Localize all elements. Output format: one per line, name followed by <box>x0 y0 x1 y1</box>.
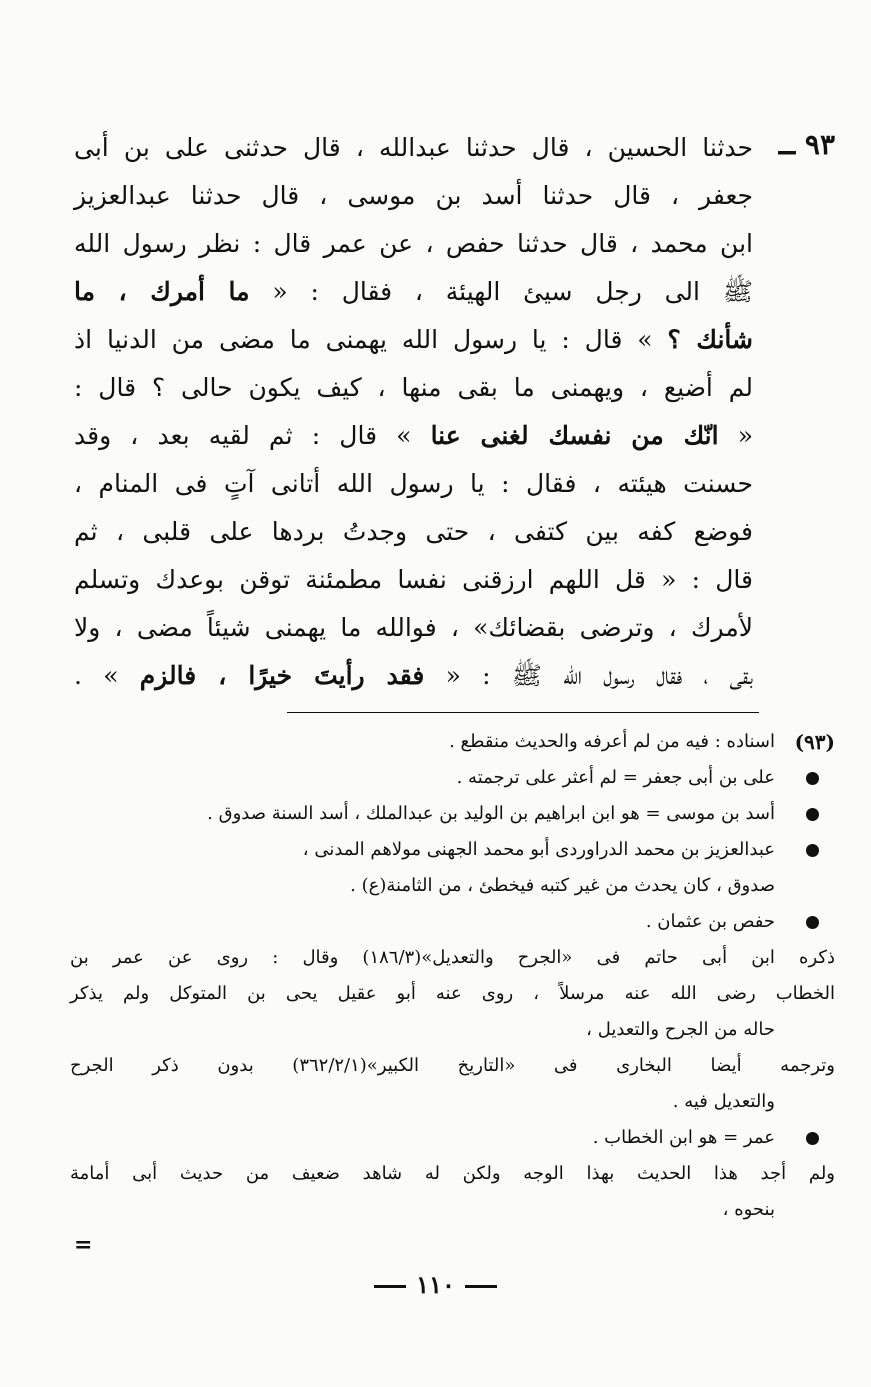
text-segment: حدثنا الحسين ، قال حدثنا عبدالله ، قال حدثنى على بن أبى <box>74 133 753 162</box>
text-segment: بقى ، فقال رسول الله ﷺ : « <box>424 661 753 690</box>
text-segment: « <box>718 421 753 450</box>
text-segment: ابن محمد ، قال حدثنا حفص ، عن عمر قال : نظر رسول الله <box>74 229 753 258</box>
bold-segment: ما أمرك ، ما <box>74 277 250 306</box>
footnote-text: صدوق ، كان يحدث من غير كتبه فيخطئ ، من الثامنة(ع) . <box>350 875 775 896</box>
footnote-text: اسناده : فيه من لم أعرفه والحديث منقطع . <box>449 731 775 752</box>
hadith-text <box>74 124 753 700</box>
footnote-text: عمر = هو ابن الخطاب . <box>592 1127 775 1148</box>
footnote-row <box>70 940 835 976</box>
bullet-icon <box>806 1132 819 1145</box>
footnote-text: عبدالعزيز بن محمد الدراوردى أبو محمد الجهنى مولاهم المدنى ، <box>302 839 775 860</box>
footnote-row <box>70 796 835 832</box>
text-segment: » . <box>74 661 140 690</box>
footnote-row <box>70 832 835 868</box>
footnote-text: أسد بن موسى = هو ابن ابراهيم بن الوليد بن عبدالملك ، أسد السنة صدوق . <box>207 803 775 824</box>
footnote-row <box>70 868 835 904</box>
page-number-text: ١١٠ <box>416 1270 455 1299</box>
footnote-row <box>70 1012 835 1048</box>
page-number <box>0 1270 871 1299</box>
footnote-text: بنحوه ، <box>722 1199 775 1220</box>
footnote-number: (٩٣) <box>794 730 835 754</box>
hadith-line <box>74 412 753 460</box>
hadith-line <box>74 316 753 364</box>
footnote-text: وترجمه أيضا البخارى فى «التاريخ الكبير»(٣٦٢/٢/١) بدون ذكر الجرح <box>70 1055 835 1076</box>
bullet-icon <box>806 772 819 785</box>
hadith-line <box>74 556 753 604</box>
text-segment: قال : « قل اللهم ارزقنى نفسا مطمئنة توقن بوعدك وتسلم <box>74 565 753 594</box>
hadith-line <box>74 268 753 316</box>
text-segment: » قال : يا رسول الله يهمنى ما مضى من الدنيا اذ <box>74 325 668 354</box>
hadith-line <box>74 220 753 268</box>
hadith-line <box>74 652 753 700</box>
hadith-line <box>74 172 753 220</box>
hadith-line <box>74 364 753 412</box>
hadith-number: ٩٣ ــ <box>778 128 835 161</box>
dash-left <box>465 1285 497 1288</box>
bold-segment: انّك من نفسك لغنى عنا <box>430 421 719 450</box>
bullet-icon <box>806 844 819 857</box>
footnote-text: ذكره ابن أبى حاتم فى «الجرح والتعديل»(١٨٦/٣) وقال : روى عن عمر بن <box>70 947 835 968</box>
footnote-row <box>70 1048 835 1084</box>
footnote-text: حفص بن عثمان . <box>645 911 775 932</box>
text-segment: لأمرك ، وترضى بقضائك» ، فوالله ما يهمنى شيئاً مضى ، ولا <box>74 613 753 642</box>
bullet-icon <box>806 808 819 821</box>
footnote-text: على بن أبى جعفر = لم أعثر على ترجمته . <box>456 767 775 788</box>
continuation-mark: = <box>74 1232 93 1258</box>
bold-segment: فقد رأيتَ خيرًا ، فالزم <box>139 661 425 690</box>
dash-right <box>374 1285 406 1288</box>
footnote-text: حاله من الجرح والتعديل ، <box>586 1019 775 1040</box>
text-segment: لم أضيع ، ويهمنى ما بقى منها ، كيف يكون حالى ؟ قال : <box>74 373 753 402</box>
text-segment: فوضع كفه بين كتفى ، حتى وجدتُ بردها على قلبى ، ثم <box>74 517 753 546</box>
text-segment: حسنت هيئته ، فقال : يا رسول الله أتانى آتٍ فى المنام ، <box>74 469 753 498</box>
hadith-line <box>74 508 753 556</box>
hadith-line <box>74 460 753 508</box>
footnote-row <box>70 724 835 760</box>
hadith-line <box>74 124 753 172</box>
text-segment: جعفر ، قال حدثنا أسد بن موسى ، قال حدثنا عبدالعزيز <box>74 181 753 210</box>
footnote-separator <box>287 712 759 713</box>
text-segment: ﷺ الى رجل سيئ الهيئة ، فقال : « <box>249 277 754 306</box>
bold-segment: شأنك ؟ <box>667 325 753 354</box>
footnote-row <box>70 760 835 796</box>
footnote-text: الخطاب رضى الله عنه مرسلاً ، روى عنه أبو عقيل يحى بن المتوكل ولم يذكر <box>70 983 835 1004</box>
hadith-line <box>74 604 753 652</box>
footnotes <box>70 724 835 1228</box>
footnote-row <box>70 976 835 1012</box>
bullet-icon <box>806 916 819 929</box>
footnote-row <box>70 1084 835 1120</box>
footnote-row <box>70 1156 835 1192</box>
footnote-row <box>70 904 835 940</box>
footnote-row <box>70 1120 835 1156</box>
footnote-row <box>70 1192 835 1228</box>
footnote-text: ولم أجد هذا الحديث بهذا الوجه ولكن له شاهد ضعيف من حديث أبى أمامة <box>70 1163 835 1184</box>
footnote-text: والتعديل فيه . <box>672 1091 775 1112</box>
text-segment: » قال : ثم لقيه بعد ، وقد <box>74 421 431 450</box>
